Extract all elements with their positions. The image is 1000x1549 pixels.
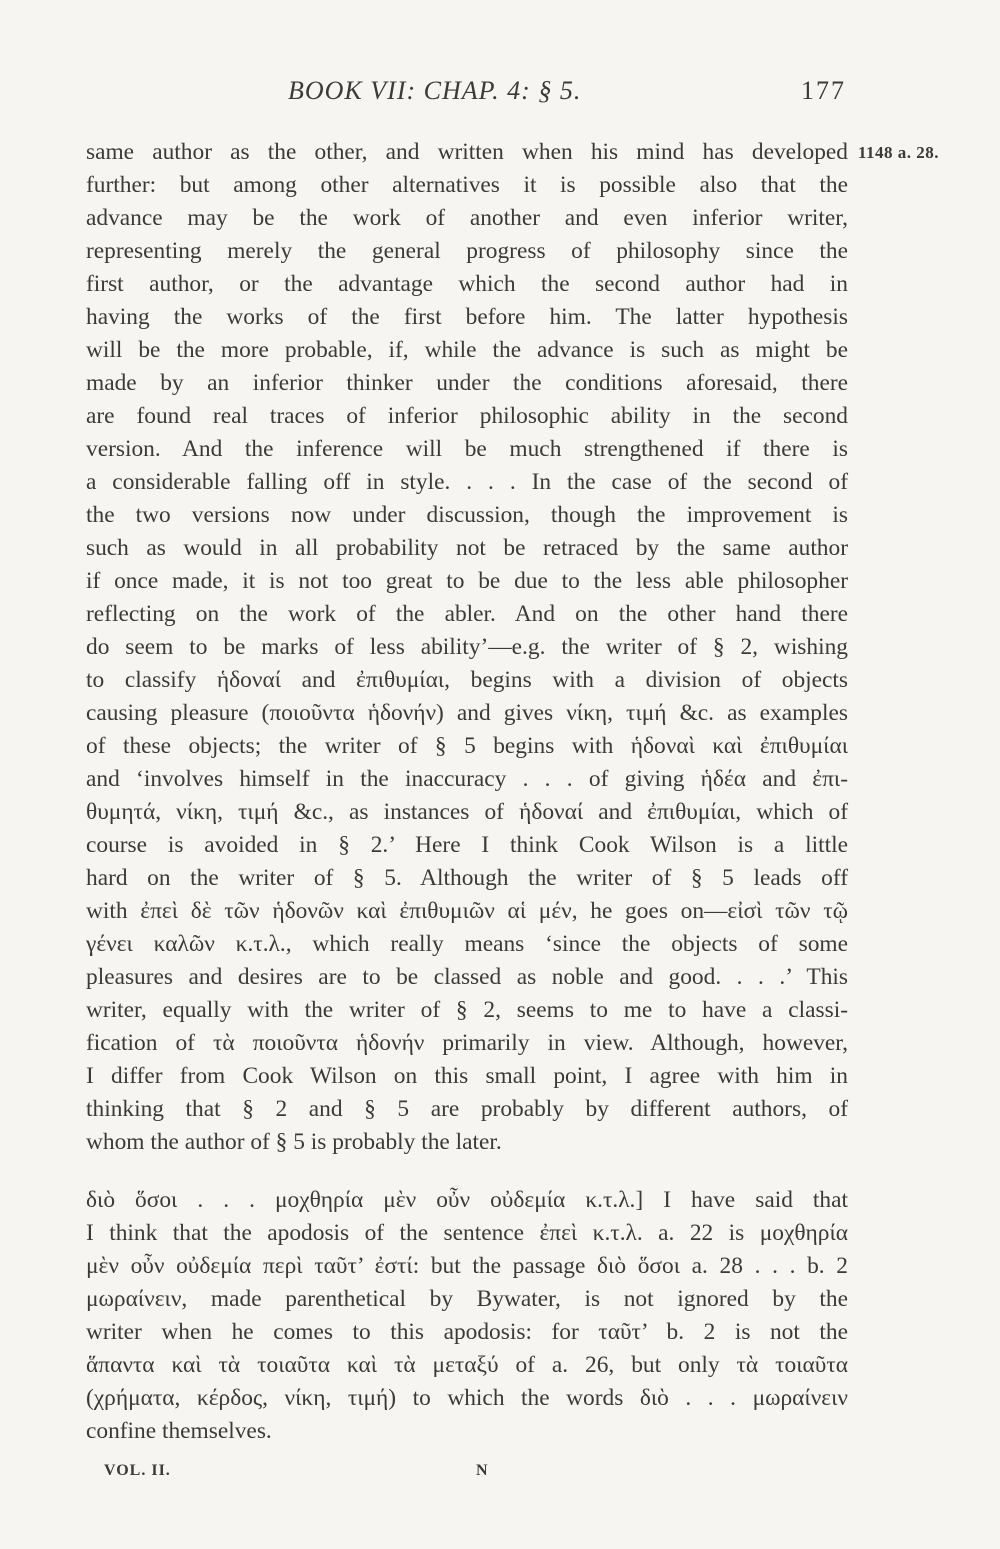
body-line: a considerable falling off in style. . . . In the case of the second of [86, 469, 848, 495]
body-line: same author as the other, and written when his mind has developed [86, 139, 848, 165]
note-line: (χρήματα, κέρδος, νίκη, τιμή) to which the words διὸ . . . μωραίνειν [86, 1385, 848, 1411]
body-line: of these objects; the writer of § 5 begins with ἡδοναὶ καὶ ἐπιθυμίαι [86, 733, 848, 759]
body-line: γένει καλῶν κ.τ.λ., which really means ‘since the objects of some [86, 931, 848, 957]
body-line: fication of τὰ ποιοῦντα ἡδονήν primarily in view. Although, however, [86, 1030, 848, 1056]
body-line: having the works of the first before him. The latter hypothesis [86, 304, 848, 330]
body-line: writer, equally with the writer of § 2, seems to me to have a classi- [86, 997, 848, 1023]
body-line: to classify ἡδοναί and ἐπιθυμίαι, begins with a division of objects [86, 667, 848, 693]
body-line: whom the author of § 5 is probably the later. [86, 1129, 502, 1155]
note-line: μὲν οὖν οὐδεμία περὶ ταῦτ’ ἐστί: but the passage διὸ ὅσοι a. 28 . . . b. 2 [86, 1253, 848, 1279]
body-line: version. And the inference will be much strengthened if there is [86, 436, 848, 462]
running-title: BOOK VII: CHAP. 4: § 5. [288, 76, 582, 105]
marginal-reference: 1148 a. 28. [858, 143, 940, 162]
body-line: will be the more probable, if, while the advance is such as might be [86, 337, 848, 363]
note-line: ἅπαντα καὶ τὰ τοιαῦτα καὶ τὰ μεταξύ of a. 26, but only τὰ τοιαῦτα [86, 1352, 848, 1378]
body-line: I differ from Cook Wilson on this small point, I agree with him in [86, 1063, 848, 1089]
note-line: confine themselves. [86, 1418, 272, 1444]
body-line: do seem to be marks of less ability’—e.g. the writer of § 2, wishing [86, 634, 848, 660]
body-line: reflecting on the work of the abler. And on the other hand there [86, 601, 848, 627]
body-line: θυμητά, νίκη, τιμή &c., as instances of ἡδοναί and ἐπιθυμίαι, which of [86, 799, 848, 825]
body-line: are found real traces of inferior philosophic ability in the second [86, 403, 848, 429]
body-line: hard on the writer of § 5. Although the writer of § 5 leads off [86, 865, 848, 891]
volume-label: VOL. II. [104, 1462, 171, 1479]
body-line: the two versions now under discussion, though the improvement is [86, 502, 848, 528]
note-line: writer when he comes to this apodosis: for ταῦτ’ b. 2 is not the [86, 1319, 848, 1345]
body-line: pleasures and desires are to be classed as noble and good. . . .’ This [86, 964, 848, 990]
note-line: μωραίνειν, made parenthetical by Bywater, is not ignored by the [86, 1286, 848, 1312]
note-line: διὸ ὅσοι . . . μοχθηρία μὲν οὖν οὐδεμία κ.τ.λ.] I have said that [86, 1187, 848, 1213]
running-head [288, 76, 848, 112]
body-line: such as would in all probability not be retraced by the same author [86, 535, 848, 561]
body-line: if once made, it is not too great to be due to the less able philosopher [86, 568, 848, 594]
body-line: advance may be the work of another and even inferior writer, [86, 205, 848, 231]
body-line: thinking that § 2 and § 5 are probably by different authors, of [86, 1096, 848, 1122]
body-line: with ἐπεὶ δὲ τῶν ἡδονῶν καὶ ἐπιθυμιῶν αἱ μέν, he goes on—εἰσὶ τῶν τῷ [86, 898, 848, 924]
note-line: I think that the apodosis of the sentence ἐπεὶ κ.τ.λ. a. 22 is μοχθηρία [86, 1220, 848, 1246]
body-line: and ‘involves himself in the inaccuracy . . . of giving ἡδέα and ἐπι- [86, 766, 848, 792]
body-line: course is avoided in § 2.’ Here I think Cook Wilson is a little [86, 832, 848, 858]
body-line: made by an inferior thinker under the conditions aforesaid, there [86, 370, 848, 396]
body-line: representing merely the general progress of philosophy since the [86, 238, 848, 264]
body-line: causing pleasure (ποιοῦντα ἡδονήν) and gives νίκη, τιμή &c. as examples [86, 700, 848, 726]
page-number: 177 [801, 76, 846, 105]
body-line: first author, or the advantage which the second author had in [86, 271, 848, 297]
signature-mark: N [476, 1462, 489, 1479]
body-line: further: but among other alternatives it is possible also that the [86, 172, 848, 198]
